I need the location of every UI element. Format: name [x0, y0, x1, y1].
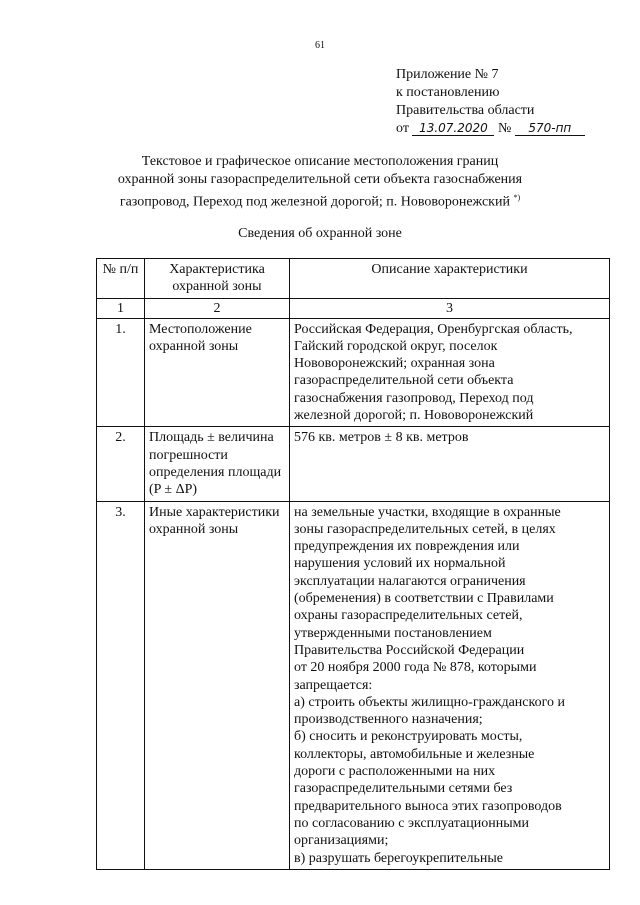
handwritten-date: 13.07.2020 [412, 121, 494, 136]
description-line: (обременения) в соответствии с Правилами [294, 591, 554, 607]
title-line-3-text: газопровод, Переход под железной дорогой; п. Нововоронежский [119, 194, 510, 210]
description-line: утвержденными постановлением [294, 625, 492, 641]
description-line: Нововоронежский; охранная зона [294, 356, 495, 372]
table-row [97, 427, 610, 501]
row-characteristic: Иные характеристики охранной зоны [145, 501, 290, 869]
description-line: дороги с расположенными на них [294, 764, 496, 780]
description-line: запрещается: [294, 677, 373, 693]
table-row [97, 318, 610, 427]
row-description [290, 318, 610, 427]
description-line: предупреждения их повреждения или [294, 539, 520, 555]
document-title [70, 153, 570, 212]
protection-zone-table [96, 258, 610, 870]
row-characteristic: Площадь ± величина погрешности определения площади (P ± ΔP) [145, 427, 290, 501]
appendix-line-2: к постановлению [396, 85, 500, 100]
footnote-mark: *) [513, 193, 521, 202]
description-line: Российская Федерация, Оренбургская область, [294, 321, 573, 337]
column-number: 2 [145, 298, 290, 318]
description-line: эксплуатации налагаются ограничения [294, 573, 526, 589]
row-description [290, 427, 610, 501]
description-line: от 20 ноября 2000 года № 878, которыми [294, 660, 537, 676]
description-line: газораспределительной сети объекта [294, 373, 514, 389]
description-line: Правительства Российской Федерации [294, 642, 525, 658]
description-line: а) строить объекты жилищно-гражданского и [294, 694, 565, 710]
appendix-line-1: Приложение № 7 [396, 67, 499, 82]
description-line: зоны газораспределительных сетей, в целях [294, 521, 556, 537]
description-line: железной дорогой; п. Нововоронежский [294, 408, 534, 424]
description-line: предварительного выноса этих газопроводов [294, 798, 562, 814]
header-description: Описание характеристики [290, 259, 610, 299]
column-number: 3 [290, 298, 610, 318]
number-prefix: № [497, 121, 512, 136]
title-line-2: охранной зоны газораспределительной сети объекта газоснабжения [117, 172, 523, 187]
row-characteristic: Местоположение охранной зоны [145, 318, 290, 427]
description-line: организациями; [294, 833, 389, 849]
date-prefix: от [396, 121, 409, 136]
handwritten-number: 570-пп [515, 121, 585, 136]
column-number: 1 [97, 298, 145, 318]
appendix-block [396, 66, 626, 138]
row-number: 3. [97, 501, 145, 869]
description-line: б) сносить и реконструировать мосты, [294, 729, 523, 745]
description-line: нарушения условий их нормальной [294, 556, 506, 572]
description-line: на земельные участки, входящие в охранные [294, 504, 561, 520]
column-numbers-row [97, 298, 610, 318]
description-line: коллекторы, автомобильные и железные [294, 746, 535, 762]
header-number: № п/п [97, 259, 145, 299]
header-characteristic: Характеристика охранной зоны [145, 259, 290, 299]
description-line: Гайский городской округ, поселок [294, 338, 498, 354]
appendix-line-3: Правительства области [396, 103, 535, 118]
page-number: 61 [315, 40, 325, 51]
appendix-date-line [396, 120, 626, 138]
title-line-1: Текстовое и графическое описание местоположения границ [141, 154, 499, 169]
description-line: газоснабжения газопровод, Переход под [294, 390, 534, 406]
table-header-row [97, 259, 610, 299]
description-line: охраны газораспределительных сетей, [294, 608, 523, 624]
title-line-3 [70, 189, 570, 212]
description-line: 576 кв. метров ± 8 кв. метров [294, 430, 469, 446]
table-row [97, 501, 610, 869]
description-line: в) разрушать берегоукрепительные [294, 850, 504, 866]
row-number: 2. [97, 427, 145, 501]
description-line: газораспределительными сетями без [294, 781, 513, 797]
row-number: 1. [97, 318, 145, 427]
section-subtitle: Сведения об охранной зоне [238, 226, 402, 241]
description-line: по согласованию с эксплуатационными [294, 815, 529, 831]
description-line: производственного назначения; [294, 712, 483, 728]
row-description [290, 501, 610, 869]
